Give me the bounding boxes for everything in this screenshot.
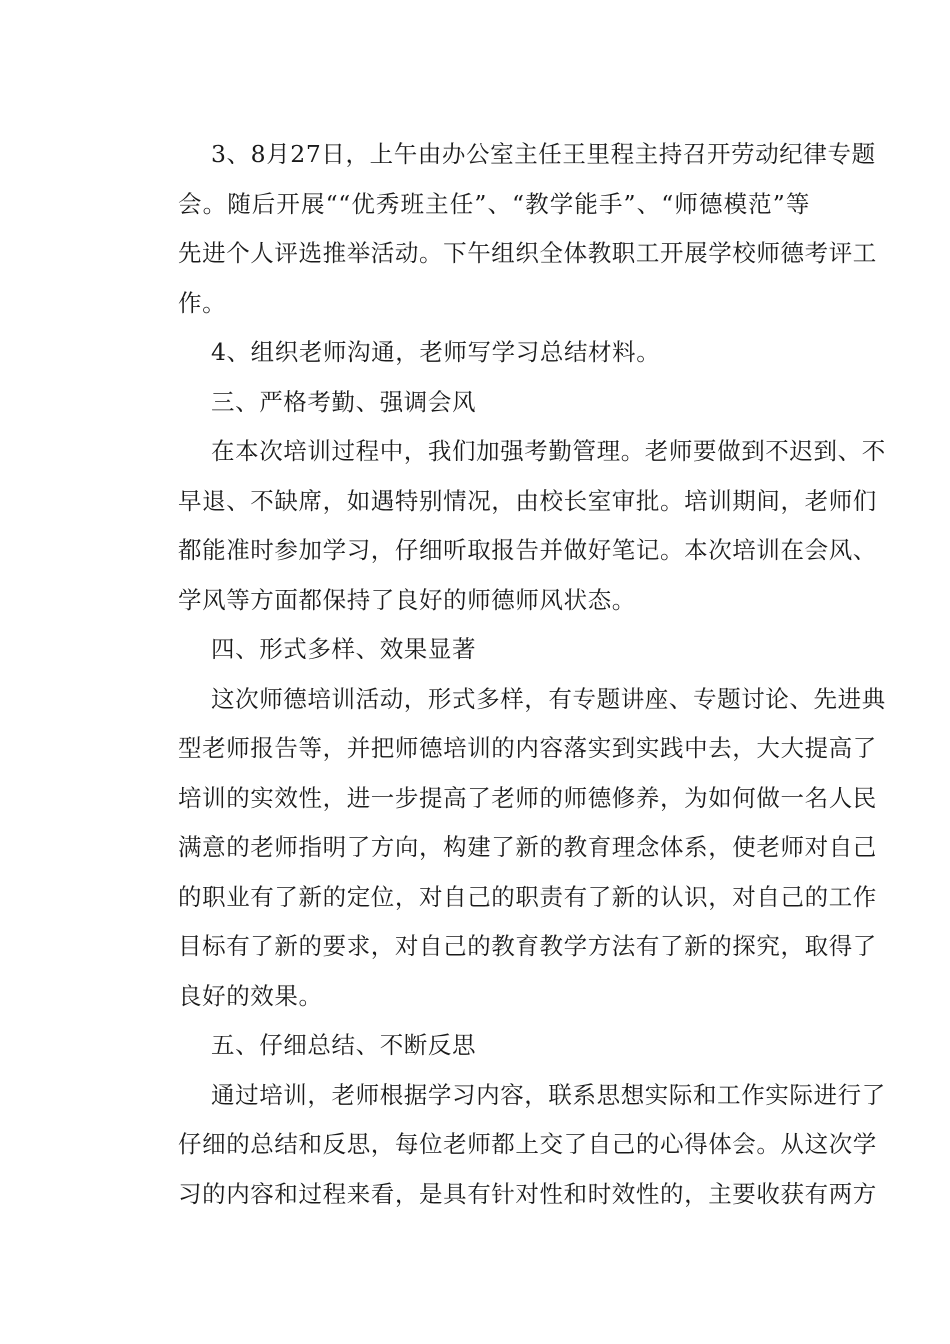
text-line: 型老师报告等，并把师德培训的内容落实到实践中去，大大提高了 <box>178 734 877 762</box>
text-line: 目标有了新的要求，对自己的教育教学方法有了新的探究，取得了 <box>178 932 877 960</box>
paragraph-forms <box>145 675 886 1022</box>
text-line: 学风等方面都保持了良好的师德师风状态。 <box>178 585 636 614</box>
text-line: 通过培训，老师根据学习内容，联系思想实际和工作实际进行了 <box>211 1080 886 1109</box>
heading-text: 四、形式多样、效果显著 <box>211 635 477 663</box>
text-line: 习的内容和过程来看，是具有针对性和时效性的，主要收获有两方 <box>178 1179 877 1208</box>
text-line: 良好的效果。 <box>178 981 323 1010</box>
text-line: 3、8月27日，上午由办公室主任王里程主持召开劳动纪律专题 <box>211 140 876 168</box>
text-line: 先进个人评选推举活动。下午组织全体教职工开展学校师德考评工 <box>178 239 877 267</box>
text-line: 仔细的总结和反思，每位老师都上交了自己的心得体会。从这次学 <box>178 1130 877 1158</box>
heading-text: 三、严格考勤、强调会风 <box>211 387 477 416</box>
section-heading-5 <box>145 1021 810 1071</box>
text-line: 满意的老师指明了方向，构建了新的教育理念体系，使老师对自己 <box>178 833 877 861</box>
heading-text: 五、仔细总结、不断反思 <box>211 1031 477 1059</box>
paragraph-item-4 <box>145 328 810 378</box>
section-heading-3 <box>145 378 810 428</box>
paragraph-summary <box>145 1071 886 1220</box>
text-line: 会。随后开展““优秀班主任”、“教学能手”、“师德模范”等 <box>178 189 810 218</box>
text-line: 的职业有了新的定位，对自己的职责有了新的认识，对自己的工作 <box>178 882 877 911</box>
text-line: 早退、不缺席，如遇特别情况，由校长室审批。培训期间，老师们 <box>178 486 877 515</box>
paragraph-attendance <box>145 427 886 625</box>
section-heading-4 <box>145 625 810 675</box>
document-body <box>145 130 886 1219</box>
text-line: 4、组织老师沟通，老师写学习总结材料。 <box>211 338 661 366</box>
text-line: 都能准时参加学习，仔细听取报告并做好笔记。本次培训在会风、 <box>178 536 877 564</box>
text-line: 这次师德培训活动，形式多样，有专题讲座、专题讨论、先进典 <box>211 684 886 713</box>
text-line: 在本次培训过程中，我们加强考勤管理。老师要做到不迟到、不 <box>211 437 886 465</box>
paragraph-item-3 <box>145 130 877 328</box>
text-line: 作。 <box>178 288 227 317</box>
text-line: 培训的实效性，进一步提高了老师的师德修养，为如何做一名人民 <box>178 783 877 812</box>
